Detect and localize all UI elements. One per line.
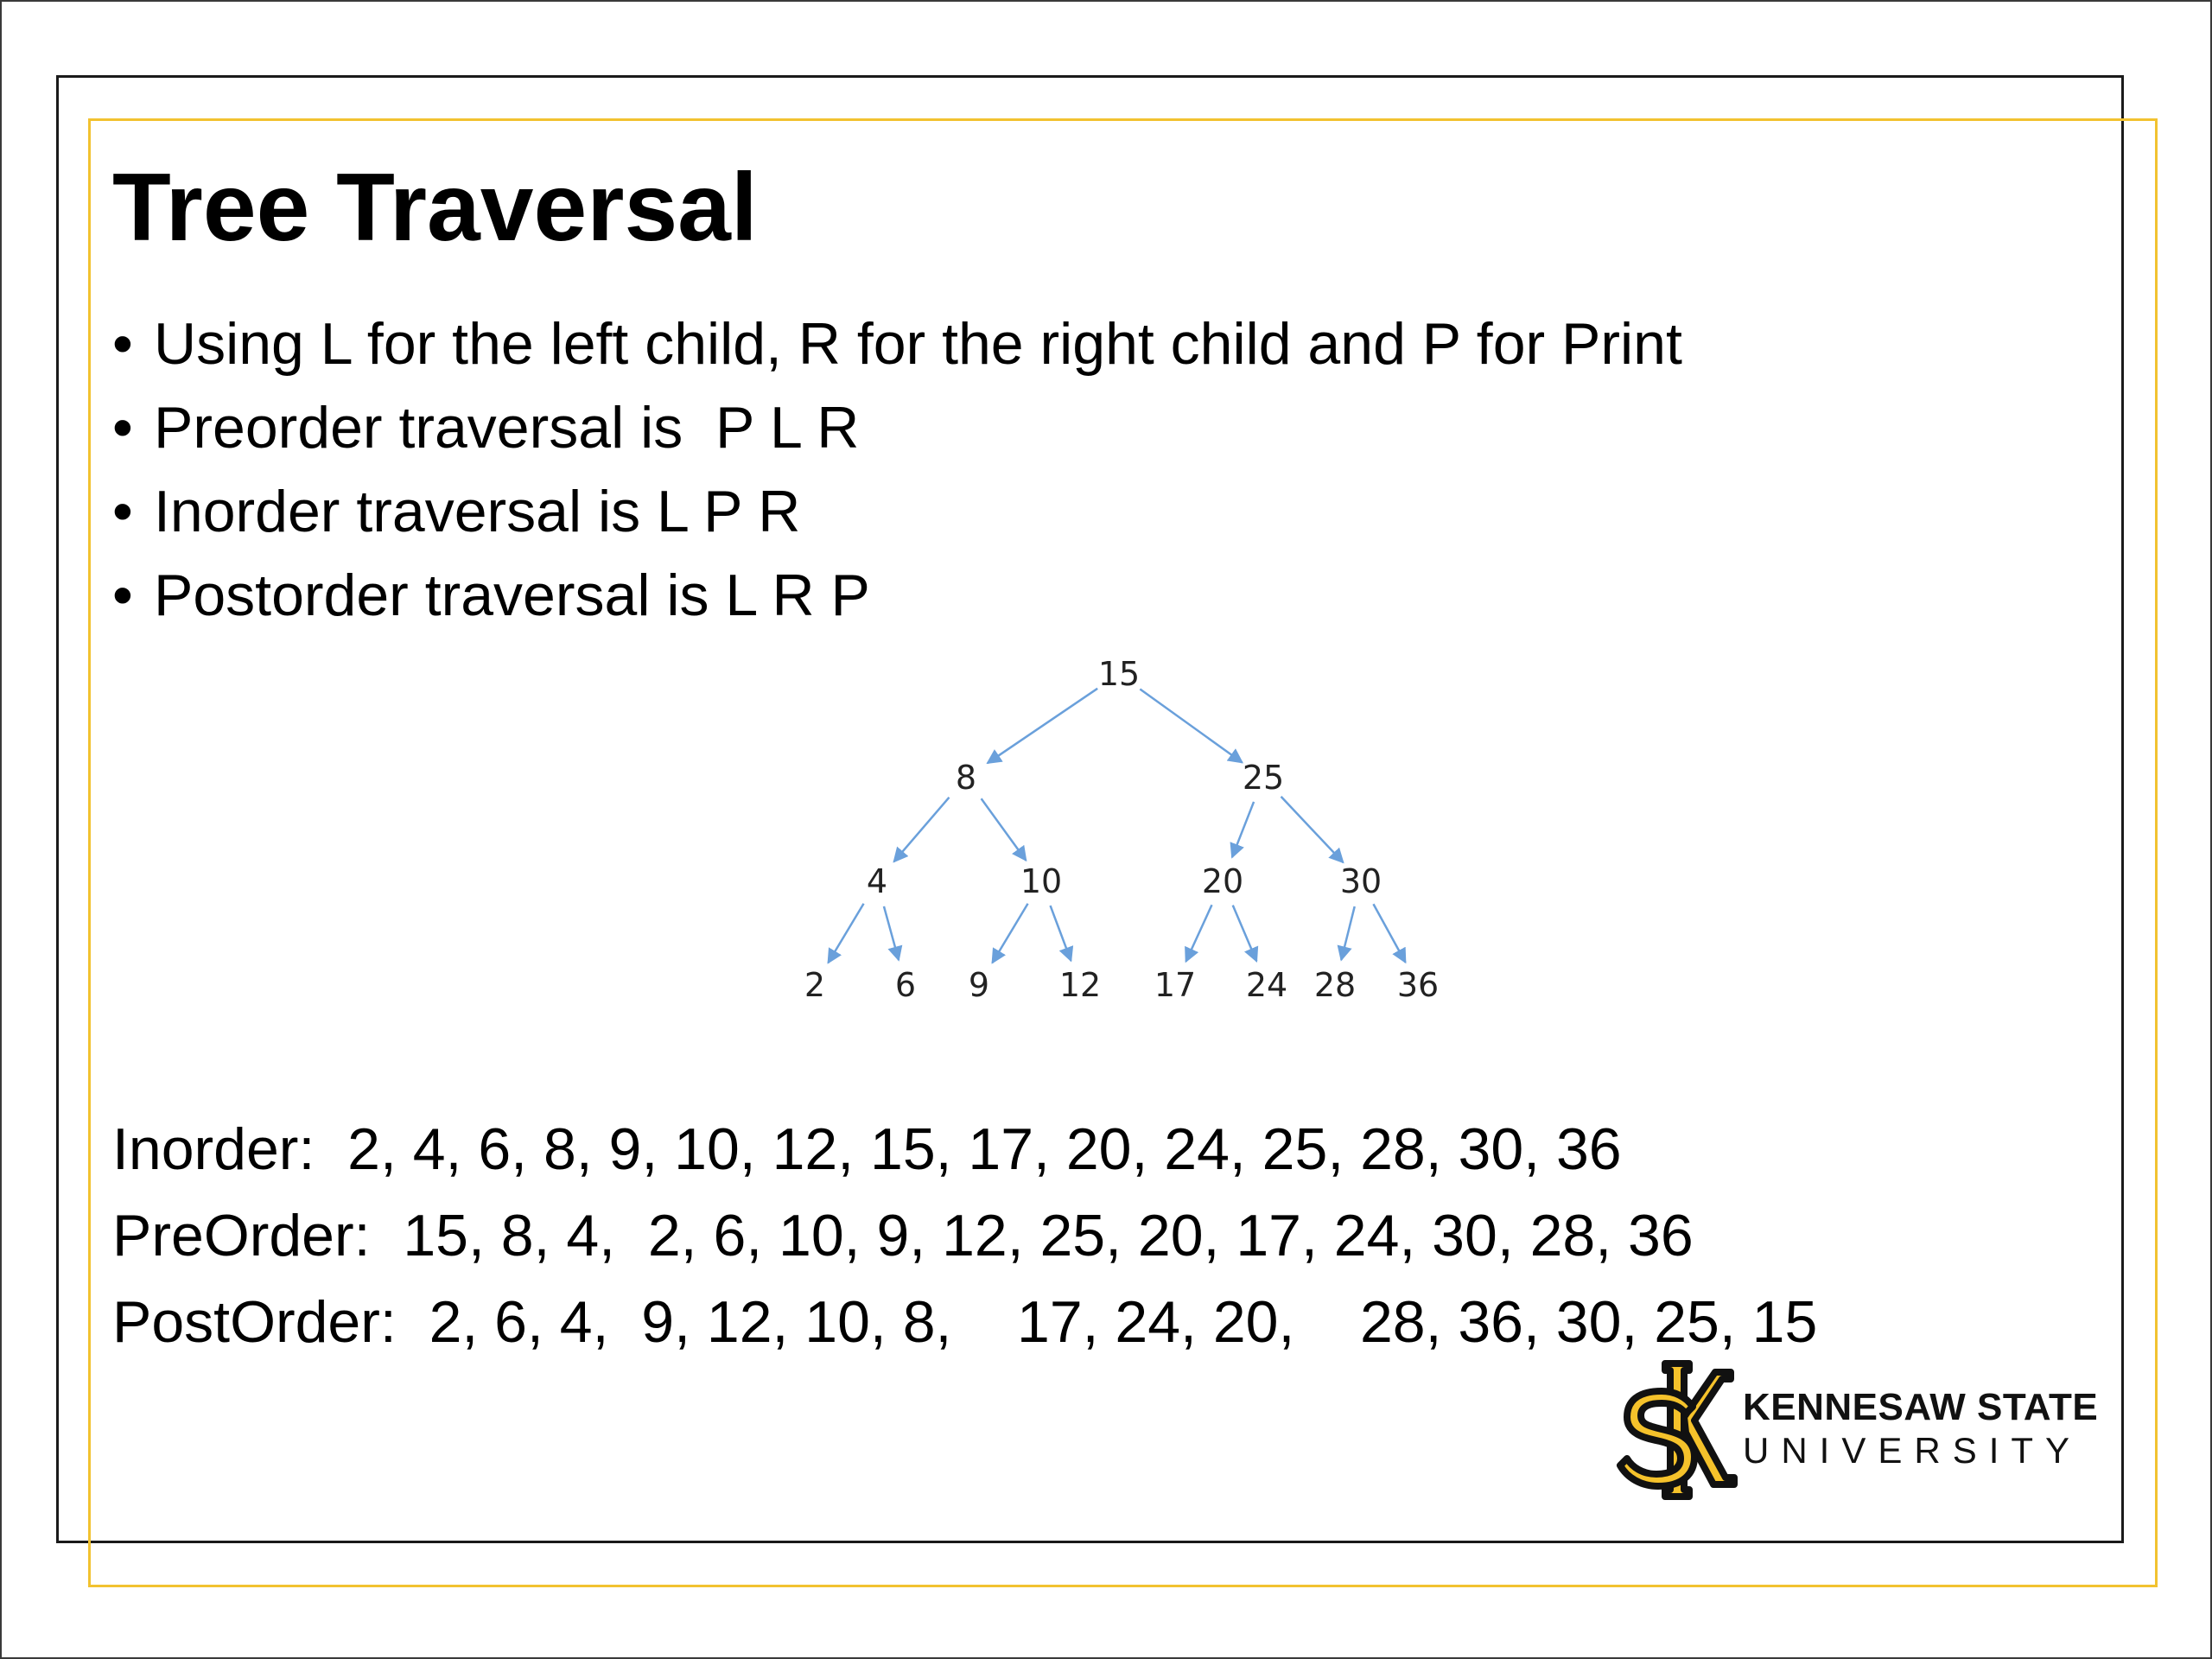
tree-edge-n25-n30	[1281, 797, 1344, 862]
tree-edge-n25-n20	[1232, 802, 1254, 857]
ks-monogram-icon	[1611, 1357, 1741, 1503]
tree-node-9: 9	[968, 966, 990, 1004]
bullet-dot: •	[112, 479, 133, 544]
tree-node-28: 28	[1313, 966, 1357, 1004]
logo-line-1: KENNESAW STATE	[1743, 1386, 2099, 1428]
tree-node-6: 6	[894, 966, 917, 1004]
tree-node-10: 10	[1020, 862, 1063, 900]
tree-node-4: 4	[866, 862, 888, 900]
tree-edge-n10-n12	[1051, 906, 1071, 961]
tree-node-8: 8	[955, 759, 977, 797]
tree-edge-n15-n25	[1140, 690, 1242, 763]
tree-edge-n4-n2	[828, 904, 863, 963]
tree-edge-n30-n28	[1341, 906, 1354, 960]
tree-node-12: 12	[1058, 966, 1102, 1004]
tree-edge-n10-n9	[992, 904, 1027, 963]
tree-edge-n8-n4	[894, 798, 950, 861]
slide-title: Tree Traversal	[112, 154, 758, 261]
tree-edge-n20-n17	[1185, 905, 1211, 961]
tree-edge-n15-n8	[988, 689, 1097, 763]
tree-edge-n4-n6	[884, 906, 899, 960]
bullet-text: Postorder traversal is L R P	[154, 563, 870, 628]
tree-edge-n8-n10	[982, 798, 1027, 860]
bullet-dot: •	[112, 311, 133, 377]
logo-line-2: UNIVERSITY	[1743, 1430, 2082, 1471]
tree-node-36: 36	[1396, 966, 1440, 1004]
bullet-text: Using L for the left child, R for the right child and P for Print	[154, 311, 1682, 377]
tree-node-20: 20	[1201, 862, 1244, 900]
tree-edges	[828, 689, 1405, 963]
tree-node-17: 17	[1154, 966, 1197, 1004]
tree-node-25: 25	[1242, 759, 1285, 797]
tree-node-30: 30	[1339, 862, 1382, 900]
bullet-text: Preorder traversal is P L R	[154, 395, 860, 461]
tree-node-24: 24	[1245, 966, 1288, 1004]
inorder-result: Inorder: 2, 4, 6, 8, 9, 10, 12, 15, 17, 20, 24, 25, 28, 30, 36	[112, 1116, 1622, 1182]
bullet-text: Inorder traversal is L P R	[154, 479, 801, 544]
tree-node-2: 2	[804, 966, 826, 1004]
preorder-result: PreOrder: 15, 8, 4, 2, 6, 10, 9, 12, 25, 20, 17, 24, 30, 28, 36	[112, 1203, 1694, 1268]
traversal-results	[112, 1106, 1817, 1365]
tree-node-15: 15	[1097, 655, 1141, 693]
bullet-dot: •	[112, 563, 133, 628]
tree-edge-n30-n36	[1373, 904, 1405, 962]
tree-edge-n20-n24	[1233, 906, 1257, 962]
bullet-dot: •	[112, 395, 133, 461]
postorder-result: PostOrder: 2, 6, 4, 9, 12, 10, 8, 17, 24, 20, 28, 36, 30, 25, 15	[112, 1289, 1818, 1355]
university-logo	[1611, 1357, 2099, 1503]
logo-wordmark	[1743, 1386, 2098, 1472]
